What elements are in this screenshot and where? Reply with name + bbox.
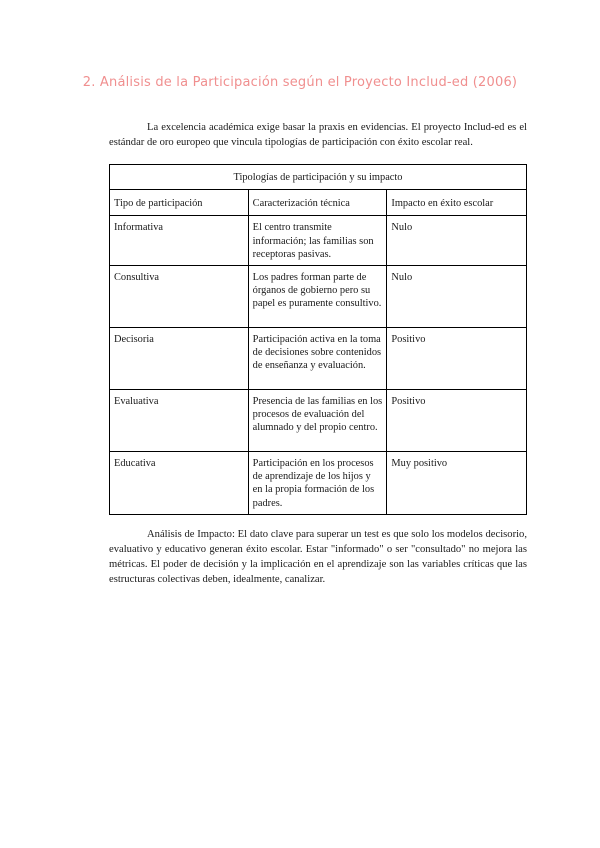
table-header-row [110,190,527,216]
cell-characterization: Participación activa en la toma de decisiones sobre contenidos de enseñanza y evaluación. [248,328,387,390]
cell-impact: Positivo [387,390,527,452]
table-caption: Tipologías de participación y su impacto [110,165,527,190]
column-header-type: Tipo de participación [110,190,249,216]
cell-characterization: Los padres forman parte de órganos de gobierno pero su papel es puramente consultivo. [248,266,387,328]
cell-type: Consultiva [110,266,249,328]
cell-impact: Nulo [387,216,527,266]
cell-type: Informativa [110,216,249,266]
column-header-impact: Impacto en éxito escolar [387,190,527,216]
cell-type: Decisoria [110,328,249,390]
cell-impact: Positivo [387,328,527,390]
cell-type: Evaluativa [110,390,249,452]
cell-type: Educativa [110,452,249,515]
table-row [110,452,527,515]
analysis-paragraph: Análisis de Impacto: El dato clave para superar un test es que solo los modelos decisorio, evaluativo y educativo generan éxito escolar. Estar "informado" o ser "consultado" no mejora las métricas. El poder de decisión y la implicación en el aprendizaje son las variables críticas que las estructuras colectivas deben, idealmente, canalizar. [109,529,527,585]
cell-impact: Muy positivo [387,452,527,515]
table-row [110,266,527,328]
table-row [110,328,527,390]
participation-table [109,164,527,515]
table-row [110,216,527,266]
cell-characterization: Presencia de las familias en los procesos de evaluación del alumnado y del propio centro. [248,390,387,452]
table-caption-row [110,165,527,190]
intro-paragraph: La excelencia académica exige basar la praxis en evidencias. El proyecto Includ-ed es el estándar de oro europeo que vincula tipologías de participación con éxito escolar real. [109,122,527,148]
column-header-characterization: Caracterización técnica [248,190,387,216]
table-row [110,390,527,452]
cell-characterization: El centro transmite información; las familias son receptoras pasivas. [248,216,387,266]
cell-characterization: Participación en los procesos de aprendizaje de los hijos y en la propia formación de los padres. [248,452,387,515]
section-heading: 2. Análisis de la Participación según el Proyecto Includ-ed (2006) [82,75,518,90]
cell-impact: Nulo [387,266,527,328]
